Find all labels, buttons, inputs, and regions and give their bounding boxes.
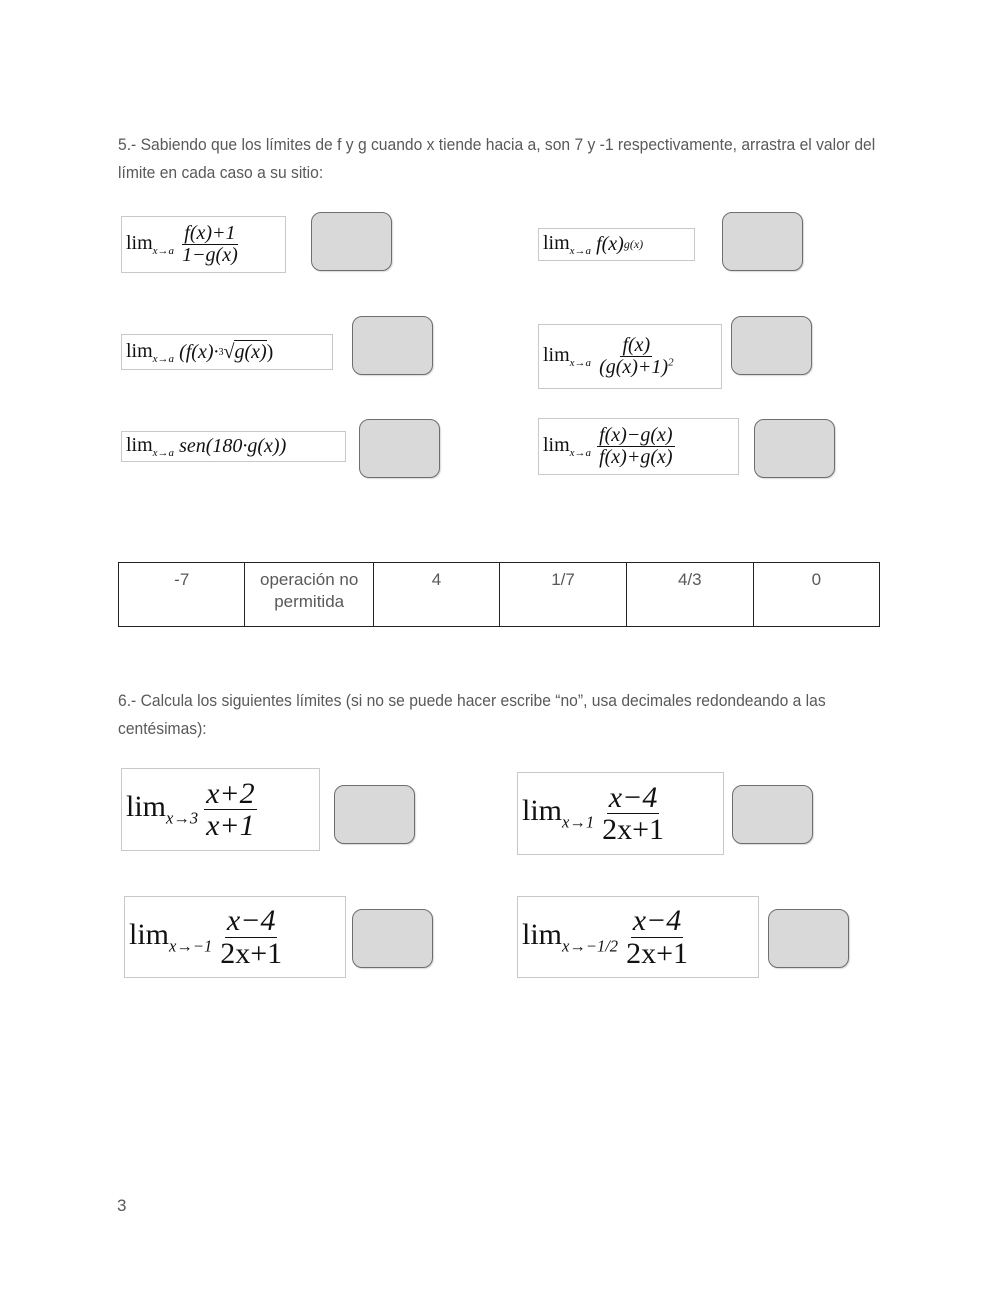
formula-6-1: $\lim_{x\to 3}$ $\frac{x+2}{x+1}$ bbox=[121, 768, 320, 851]
answer-option[interactable]: 4/3 bbox=[626, 563, 753, 627]
answer-option[interactable]: 4 bbox=[373, 563, 499, 627]
formula-5-1: $\lim_{x\to a}$ $\frac{f(x)+1}{1-g(x)}$ bbox=[121, 216, 286, 273]
question-6-text: 6.- Calcula los siguientes límites (si no se puede hacer escribe “no”, usa decimales redondeando a las centésimas): bbox=[118, 691, 826, 738]
answer-option[interactable]: -7 bbox=[119, 563, 245, 627]
formula-5-2: $\lim_{x\to a}$ f(x) g(x) bbox=[538, 228, 695, 261]
answer-option[interactable]: operación no permitida bbox=[245, 563, 373, 627]
formula-6-3: $\lim_{x\to-1}$ $\frac{x-4}{2x+1}$ bbox=[124, 896, 346, 978]
input-box-6-2[interactable] bbox=[732, 785, 813, 844]
formula-6-2: $\lim_{x\to 1}$ $\frac{x-4}{2x+1}$ bbox=[517, 772, 724, 855]
question-5-text: 5.- Sabiendo que los límites de f y g cuando x tiende hacia a, son 7 y -1 respectivamente, arrastra el valor del límite en cada caso a su sitio: bbox=[118, 135, 876, 182]
page-number: 3 bbox=[117, 1196, 127, 1215]
drop-box-5-5[interactable] bbox=[359, 419, 440, 478]
drop-box-5-3[interactable] bbox=[352, 316, 433, 375]
answer-option[interactable]: 1/7 bbox=[500, 563, 627, 627]
drop-box-5-4[interactable] bbox=[731, 316, 812, 375]
answer-options-table bbox=[118, 562, 880, 627]
input-box-6-1[interactable] bbox=[334, 785, 415, 844]
drop-box-5-6[interactable] bbox=[754, 419, 835, 478]
input-box-6-3[interactable] bbox=[352, 909, 433, 968]
answer-option[interactable]: 0 bbox=[753, 563, 879, 627]
drop-box-5-2[interactable] bbox=[722, 212, 803, 271]
formula-5-6: $\lim_{x\to a}$ $\frac{f(x)-g(x)}{f(x)+g(x)}$ bbox=[538, 418, 739, 475]
input-box-6-4[interactable] bbox=[768, 909, 849, 968]
formula-5-3: $\lim_{x\to a}$ (f(x)· 3 √ g(x) ) bbox=[121, 334, 333, 370]
formula-5-4: $\lim_{x\to a}$ $\frac{f(x)}{(g(x)+1)^2}$ bbox=[538, 324, 722, 389]
drop-box-5-1[interactable] bbox=[311, 212, 392, 271]
formula-5-5: $\lim_{x\to a}$ sen(180·g(x)) bbox=[121, 431, 346, 462]
formula-6-4: $\lim_{x\to-1/2}$ $\frac{x-4}{2x+1}$ bbox=[517, 896, 759, 978]
